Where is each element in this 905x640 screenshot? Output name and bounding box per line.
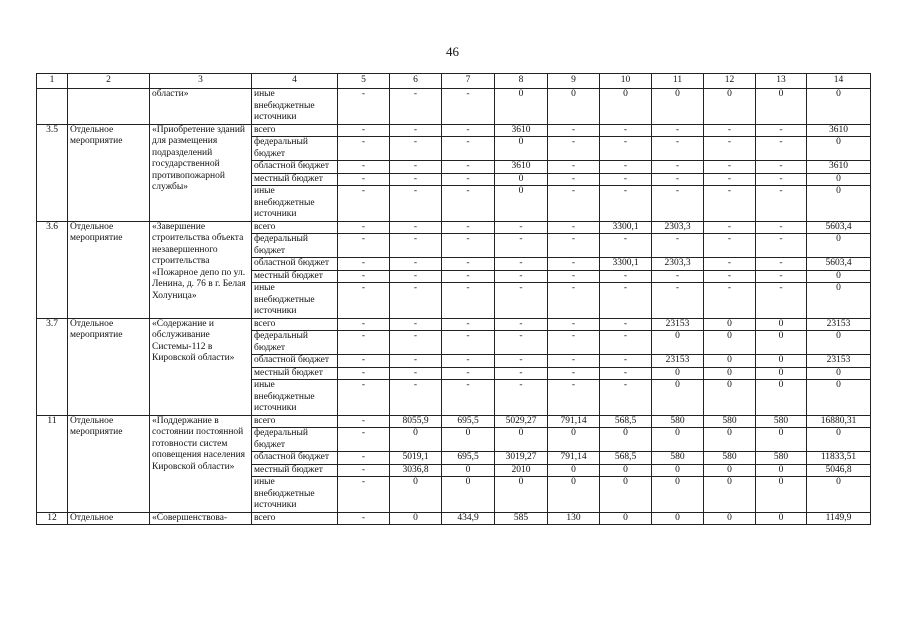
table-row (37, 318, 871, 331)
value-cell: 695,5 (442, 452, 495, 465)
value-cell: - (338, 477, 390, 513)
value-cell: 0 (807, 367, 871, 380)
value-cell: 580 (704, 452, 756, 465)
value-cell: - (600, 331, 652, 355)
value-cell: 580 (756, 452, 807, 465)
value-cell: 580 (652, 415, 704, 428)
value-cell: 585 (495, 512, 548, 525)
funding-source: всего (252, 221, 338, 234)
value-cell: - (442, 161, 495, 174)
value-cell: - (390, 380, 442, 416)
value-cell: 0 (495, 173, 548, 186)
value-cell: 5046,8 (807, 464, 871, 477)
funding-source: иные внебюджетные источники (252, 380, 338, 416)
value-cell: - (548, 221, 600, 234)
item-name: «Завершение строительства объекта незавершенного строительства «Пожарное депо по ул. Ленина, д. 76 в г. Белая Холуница» (150, 221, 252, 318)
value-cell: - (338, 161, 390, 174)
value-cell: - (600, 318, 652, 331)
value-cell: 0 (756, 367, 807, 380)
item-type: Отдельное мероприятие (68, 318, 150, 415)
funding-source: местный бюджет (252, 173, 338, 186)
value-cell: - (704, 283, 756, 319)
value-cell: - (390, 258, 442, 271)
value-cell: - (390, 331, 442, 355)
funding-source: всего (252, 415, 338, 428)
header-cell: 12 (704, 74, 756, 89)
page-number: 46 (446, 44, 459, 59)
item-number: 3.6 (37, 221, 68, 318)
funding-source: областной бюджет (252, 452, 338, 465)
value-cell: 5603,4 (807, 258, 871, 271)
value-cell: - (548, 258, 600, 271)
value-cell: 0 (548, 464, 600, 477)
table-row (37, 221, 871, 234)
value-cell: - (652, 283, 704, 319)
value-cell: 0 (704, 464, 756, 477)
value-cell: - (442, 270, 495, 283)
value-cell: - (756, 124, 807, 137)
value-cell: 434,9 (442, 512, 495, 525)
value-cell: - (756, 221, 807, 234)
value-cell: - (600, 161, 652, 174)
value-cell: - (338, 186, 390, 222)
value-cell: 0 (390, 512, 442, 525)
funding-source: областной бюджет (252, 258, 338, 271)
funding-source: областной бюджет (252, 161, 338, 174)
value-cell: 5603,4 (807, 221, 871, 234)
value-cell: 0 (756, 331, 807, 355)
funding-source: иные внебюджетные источники (252, 283, 338, 319)
funding-source: иные внебюджетные источники (252, 477, 338, 513)
value-cell: - (652, 186, 704, 222)
value-cell: - (390, 89, 442, 125)
value-cell: - (390, 234, 442, 258)
value-cell: 0 (495, 428, 548, 452)
value-cell: 23153 (807, 355, 871, 368)
value-cell: 0 (756, 477, 807, 513)
value-cell: 580 (756, 415, 807, 428)
funding-source: иные внебюджетные источники (252, 186, 338, 222)
value-cell: - (652, 161, 704, 174)
value-cell: - (756, 234, 807, 258)
value-cell: - (442, 380, 495, 416)
funding-source: областной бюджет (252, 355, 338, 368)
header-cell: 8 (495, 74, 548, 89)
value-cell: - (338, 283, 390, 319)
value-cell: - (600, 367, 652, 380)
value-cell: - (704, 161, 756, 174)
value-cell: 0 (807, 283, 871, 319)
table-row (37, 124, 871, 137)
item-number: 3.5 (37, 124, 68, 221)
value-cell: 0 (807, 270, 871, 283)
value-cell: - (600, 173, 652, 186)
value-cell: 695,5 (442, 415, 495, 428)
value-cell: - (390, 124, 442, 137)
header-cell: 10 (600, 74, 652, 89)
value-cell: 0 (652, 512, 704, 525)
item-type: Отдельное мероприятие (68, 124, 150, 221)
value-cell: - (704, 221, 756, 234)
funding-source: местный бюджет (252, 270, 338, 283)
funding-source: местный бюджет (252, 367, 338, 380)
value-cell: 0 (442, 464, 495, 477)
table-row (37, 512, 871, 525)
value-cell: - (495, 234, 548, 258)
value-cell: - (338, 512, 390, 525)
value-cell: 0 (704, 89, 756, 125)
value-cell: - (442, 186, 495, 222)
header-cell: 5 (338, 74, 390, 89)
value-cell: - (756, 283, 807, 319)
value-cell: - (548, 124, 600, 137)
item-number: 3.7 (37, 318, 68, 415)
value-cell: - (548, 283, 600, 319)
item-type: Отдельное мероприятие (68, 221, 150, 318)
value-cell: 0 (652, 464, 704, 477)
value-cell: - (390, 221, 442, 234)
value-cell: - (338, 331, 390, 355)
value-cell: 0 (495, 137, 548, 161)
item-type: Отдельное мероприятие (68, 415, 150, 512)
value-cell: 0 (807, 331, 871, 355)
value-cell: - (600, 124, 652, 137)
value-cell: 580 (652, 452, 704, 465)
value-cell: 0 (652, 367, 704, 380)
value-cell: - (338, 464, 390, 477)
value-cell: - (442, 173, 495, 186)
value-cell: - (600, 137, 652, 161)
value-cell: 0 (548, 428, 600, 452)
value-cell: - (704, 234, 756, 258)
value-cell: 0 (495, 186, 548, 222)
value-cell: 3610 (807, 161, 871, 174)
value-cell: - (390, 137, 442, 161)
value-cell: - (600, 270, 652, 283)
value-cell: 0 (652, 477, 704, 513)
table-row (37, 415, 871, 428)
value-cell: - (704, 258, 756, 271)
value-cell: 0 (600, 89, 652, 125)
value-cell: - (442, 234, 495, 258)
value-cell: - (756, 186, 807, 222)
value-cell: - (548, 234, 600, 258)
value-cell: - (495, 318, 548, 331)
value-cell: - (338, 367, 390, 380)
value-cell: 0 (548, 477, 600, 513)
header-cell: 1 (37, 74, 68, 89)
header-cell: 4 (252, 74, 338, 89)
value-cell: - (442, 137, 495, 161)
value-cell: 791,14 (548, 452, 600, 465)
funding-source: местный бюджет (252, 464, 338, 477)
value-cell: 0 (704, 318, 756, 331)
value-cell: - (442, 331, 495, 355)
value-cell: - (548, 270, 600, 283)
value-cell: - (704, 124, 756, 137)
value-cell: 0 (756, 512, 807, 525)
value-cell: - (338, 258, 390, 271)
value-cell: 0 (704, 380, 756, 416)
value-cell: - (652, 124, 704, 137)
value-cell: - (495, 283, 548, 319)
header-row (37, 74, 871, 89)
value-cell: - (338, 355, 390, 368)
value-cell: - (548, 173, 600, 186)
value-cell: - (495, 270, 548, 283)
value-cell: 3610 (495, 124, 548, 137)
value-cell: - (548, 318, 600, 331)
item-number: 11 (37, 415, 68, 512)
value-cell: - (495, 221, 548, 234)
item-name: «Совершенствова- (150, 512, 252, 525)
value-cell: 0 (756, 428, 807, 452)
value-cell: 5019,1 (390, 452, 442, 465)
value-cell: - (442, 124, 495, 137)
value-cell: - (495, 367, 548, 380)
value-cell: - (704, 173, 756, 186)
funding-source: федеральный бюджет (252, 137, 338, 161)
value-cell: - (548, 380, 600, 416)
value-cell: 3019,27 (495, 452, 548, 465)
value-cell: 3300,1 (600, 221, 652, 234)
value-cell: - (442, 258, 495, 271)
value-cell: - (338, 173, 390, 186)
item-name: «Приобретение зданий для размещения подразделений государственной противопожарной службы» (150, 124, 252, 221)
value-cell: 0 (495, 477, 548, 513)
value-cell: - (442, 318, 495, 331)
value-cell: 0 (756, 380, 807, 416)
item-name: «Поддержание в состоянии постоянной готовности систем оповещения населения Кировской области» (150, 415, 252, 512)
value-cell: - (338, 318, 390, 331)
value-cell: - (338, 380, 390, 416)
value-cell: - (442, 355, 495, 368)
value-cell: - (390, 367, 442, 380)
value-cell: - (548, 331, 600, 355)
value-cell: 0 (652, 428, 704, 452)
value-cell: 16880,31 (807, 415, 871, 428)
value-cell: - (495, 331, 548, 355)
value-cell: - (548, 137, 600, 161)
value-cell: 0 (756, 89, 807, 125)
value-cell: 11833,51 (807, 452, 871, 465)
item-number: 12 (37, 512, 68, 525)
value-cell: 0 (600, 512, 652, 525)
value-cell: 0 (495, 89, 548, 125)
value-cell: - (390, 173, 442, 186)
funding-source: федеральный бюджет (252, 234, 338, 258)
value-cell: - (756, 270, 807, 283)
value-cell: - (548, 367, 600, 380)
value-cell: 568,5 (600, 415, 652, 428)
value-cell: 23153 (807, 318, 871, 331)
value-cell: - (652, 173, 704, 186)
value-cell: 0 (652, 380, 704, 416)
value-cell: - (442, 283, 495, 319)
value-cell: 568,5 (600, 452, 652, 465)
value-cell: - (756, 258, 807, 271)
value-cell: - (390, 355, 442, 368)
value-cell: 0 (756, 355, 807, 368)
value-cell: 0 (807, 234, 871, 258)
value-cell: 0 (704, 477, 756, 513)
value-cell: - (338, 124, 390, 137)
value-cell: 0 (548, 89, 600, 125)
value-cell: 2010 (495, 464, 548, 477)
value-cell: 0 (756, 464, 807, 477)
value-cell: 0 (704, 355, 756, 368)
value-cell: 2303,3 (652, 221, 704, 234)
value-cell: 3610 (495, 161, 548, 174)
header-cell: 7 (442, 74, 495, 89)
value-cell: - (756, 137, 807, 161)
value-cell: 23153 (652, 355, 704, 368)
value-cell: 0 (600, 477, 652, 513)
value-cell: - (338, 452, 390, 465)
value-cell: - (756, 161, 807, 174)
value-cell: - (652, 137, 704, 161)
value-cell: 5029,27 (495, 415, 548, 428)
value-cell: - (652, 234, 704, 258)
value-cell: 0 (652, 331, 704, 355)
header-cell: 11 (652, 74, 704, 89)
value-cell: - (442, 89, 495, 125)
value-cell: - (600, 186, 652, 222)
value-cell: - (600, 283, 652, 319)
value-cell: 580 (704, 415, 756, 428)
value-cell: 130 (548, 512, 600, 525)
funding-source: всего (252, 124, 338, 137)
value-cell: 0 (807, 428, 871, 452)
header-cell: 13 (756, 74, 807, 89)
value-cell: - (548, 186, 600, 222)
value-cell: 0 (807, 380, 871, 416)
item-type (68, 89, 150, 125)
value-cell: 0 (704, 331, 756, 355)
value-cell: 2303,3 (652, 258, 704, 271)
item-type: Отдельное (68, 512, 150, 525)
item-name: «Содержание и обслуживание Системы-112 в Кировской области» (150, 318, 252, 415)
value-cell: 0 (442, 428, 495, 452)
value-cell: 0 (442, 477, 495, 513)
value-cell: - (600, 355, 652, 368)
value-cell: - (704, 186, 756, 222)
value-cell: 3036,8 (390, 464, 442, 477)
budget-table (36, 73, 871, 525)
value-cell: - (442, 221, 495, 234)
value-cell: - (390, 283, 442, 319)
header-cell: 2 (68, 74, 150, 89)
value-cell: - (338, 137, 390, 161)
value-cell: 0 (807, 477, 871, 513)
value-cell: 0 (807, 186, 871, 222)
value-cell: - (338, 415, 390, 428)
value-cell: 0 (704, 512, 756, 525)
value-cell: - (390, 318, 442, 331)
value-cell: 8055,9 (390, 415, 442, 428)
value-cell: - (704, 270, 756, 283)
value-cell: - (390, 186, 442, 222)
value-cell: 791,14 (548, 415, 600, 428)
funding-source: иные внебюджетные источники (252, 89, 338, 125)
value-cell: - (495, 355, 548, 368)
value-cell: - (600, 234, 652, 258)
value-cell: 0 (756, 318, 807, 331)
value-cell: 0 (390, 428, 442, 452)
value-cell: - (548, 355, 600, 368)
item-name: области» (150, 89, 252, 125)
value-cell: 0 (704, 428, 756, 452)
value-cell: - (390, 161, 442, 174)
value-cell: 1149,9 (807, 512, 871, 525)
value-cell: - (442, 367, 495, 380)
value-cell: 23153 (652, 318, 704, 331)
funding-source: федеральный бюджет (252, 428, 338, 452)
value-cell: 0 (390, 477, 442, 513)
value-cell: 0 (807, 137, 871, 161)
header-cell: 14 (807, 74, 871, 89)
item-number (37, 89, 68, 125)
header-cell: 3 (150, 74, 252, 89)
value-cell: - (756, 173, 807, 186)
table-row (37, 89, 871, 125)
value-cell: 0 (807, 173, 871, 186)
value-cell: - (338, 89, 390, 125)
value-cell: - (600, 380, 652, 416)
value-cell: - (338, 270, 390, 283)
value-cell: - (495, 258, 548, 271)
value-cell: 0 (600, 464, 652, 477)
value-cell: - (548, 161, 600, 174)
value-cell: - (338, 221, 390, 234)
value-cell: - (338, 428, 390, 452)
value-cell: 3300,1 (600, 258, 652, 271)
value-cell: 0 (807, 89, 871, 125)
value-cell: 0 (600, 428, 652, 452)
value-cell: - (652, 270, 704, 283)
value-cell: - (390, 270, 442, 283)
funding-source: федеральный бюджет (252, 331, 338, 355)
value-cell: 0 (704, 367, 756, 380)
value-cell: - (704, 137, 756, 161)
header-cell: 6 (390, 74, 442, 89)
funding-source: всего (252, 512, 338, 525)
value-cell: - (495, 380, 548, 416)
value-cell: 3610 (807, 124, 871, 137)
value-cell: - (338, 234, 390, 258)
header-cell: 9 (548, 74, 600, 89)
value-cell: 0 (652, 89, 704, 125)
funding-source: всего (252, 318, 338, 331)
